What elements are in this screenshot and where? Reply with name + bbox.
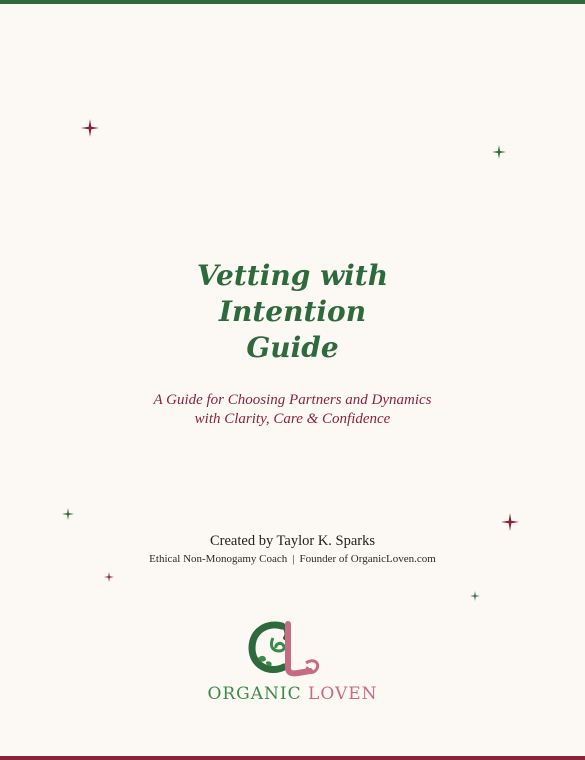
sparkle-icon	[501, 513, 519, 531]
wordmark-organic: ORGANIC	[207, 684, 302, 704]
subtitle-line: with Clarity, Care & Confidence	[194, 411, 391, 427]
separator: |	[292, 553, 295, 565]
document-subtitle	[0, 391, 585, 429]
sparkle-icon	[492, 145, 506, 159]
title-line: Vetting with	[196, 259, 389, 292]
top-accent-bar	[0, 0, 585, 4]
sparkle-icon	[470, 591, 480, 601]
author-line: Created by Taylor K. Sparks	[209, 533, 376, 549]
organic-loven-wordmark	[0, 684, 585, 704]
bottom-accent-bar	[0, 756, 585, 760]
sparkle-icon	[104, 572, 114, 582]
sparkle-icon	[62, 508, 74, 520]
role-text: Ethical Non-Monogamy Coach	[149, 553, 288, 565]
author-credentials	[0, 553, 585, 565]
document-title	[0, 258, 585, 366]
title-line: Guide	[246, 331, 339, 364]
title-line: Intention	[218, 295, 367, 328]
wordmark-loven: LOVEN	[308, 684, 378, 704]
sparkle-icon	[81, 119, 99, 137]
subtitle-line: A Guide for Choosing Partners and Dynamics	[153, 392, 432, 408]
organic-loven-logo-monogram	[246, 620, 322, 680]
founder-text: Founder of OrganicLoven.com	[299, 553, 436, 565]
